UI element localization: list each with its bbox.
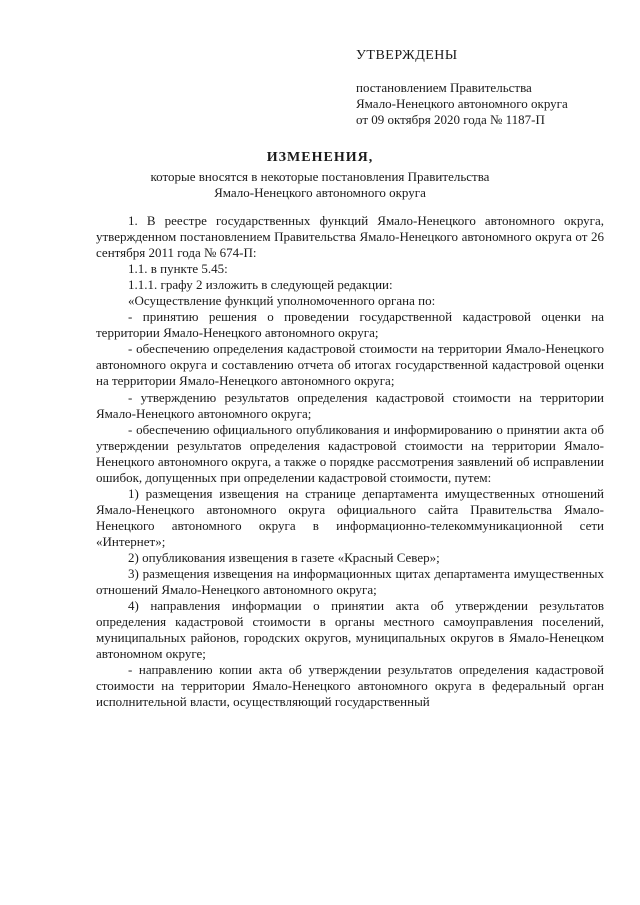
document-body [96, 213, 604, 710]
paragraph: - направлению копии акта об утверждении результатов определения кадастровой стоимости на территории Ямало-Ненецкого автономного округа в федеральный орган исполнительной власти, осуществляющий государственный [96, 662, 604, 710]
approval-line-2: Ямало-Ненецкого автономного округа [356, 96, 568, 111]
paragraph: 2) опубликования извещения в газете «Красный Север»; [128, 549, 440, 565]
paragraph: - утверждению результатов определения кадастровой стоимости на территории Ямало-Ненецкого автономного округа; [96, 389, 604, 421]
paragraph: - обеспечению официального опубликования и информированию о принятии акта об утверждении результатов определения кадастровой стоимости на территории Ямало-Ненецкого автономного округа, а также о порядке рассмотрения заявлений об исправлении ошибок, допущенных при определении кадастровой стоимости, путем: [96, 421, 604, 485]
approval-stamp: УТВЕРЖДЕНЫ [356, 48, 458, 63]
paragraph: 3) размещения извещения на информационных щитах департамента имущественных отношений Ямало-Ненецкого автономного округа; [96, 566, 604, 598]
paragraph: «Осуществление функций уполномоченного органа по: [128, 293, 436, 309]
title-subtitle-2: Ямало-Ненецкого автономного округа [214, 185, 426, 200]
document-title [0, 150, 640, 201]
approval-line-3: от 09 октября 2020 года № 1187-П [356, 112, 545, 127]
paragraph: 1.1.1. графу 2 изложить в следующей редакции: [128, 277, 393, 293]
paragraph: 4) направления информации о принятии акта об утверждении результатов определения кадастровой стоимости в органы местного самоуправления поселений, муниципальных районов, городских округов, муниципальных округов в Ямало-Ненецком автономном округе; [96, 598, 604, 662]
paragraph: 1. В реестре государственных функций Ямало-Ненецкого автономного округа, утвержденном постановлением Правительства Ямало-Ненецкого автономного округа от 26 сентября 2011 года № 674-П: [96, 213, 604, 261]
title-heading: ИЗМЕНЕНИЯ, [266, 150, 374, 165]
paragraph: 1.1. в пункте 5.45: [128, 261, 228, 277]
paragraph: - обеспечению определения кадастровой стоимости на территории Ямало-Ненецкого автономного округа и составлению отчета об итогах государственной кадастровой оценки на территории Ямало-Ненецкого автономного округа; [96, 341, 604, 389]
approval-block [356, 48, 626, 128]
title-subtitle-1: которые вносятся в некоторые постановления Правительства [150, 169, 490, 184]
paragraph: 1) размещения извещения на странице департамента имущественных отношений Ямало-Ненецкого автономного округа официального сайта Правительства Ямало-Ненецкого автономного округа в информационно-телекоммуникационной сети «Интернет»; [96, 485, 604, 549]
paragraph: - принятию решения о проведении государственной кадастровой оценки на территории Ямало-Ненецкого автономного округа; [96, 309, 604, 341]
approval-line-1: постановлением Правительства [356, 80, 532, 95]
